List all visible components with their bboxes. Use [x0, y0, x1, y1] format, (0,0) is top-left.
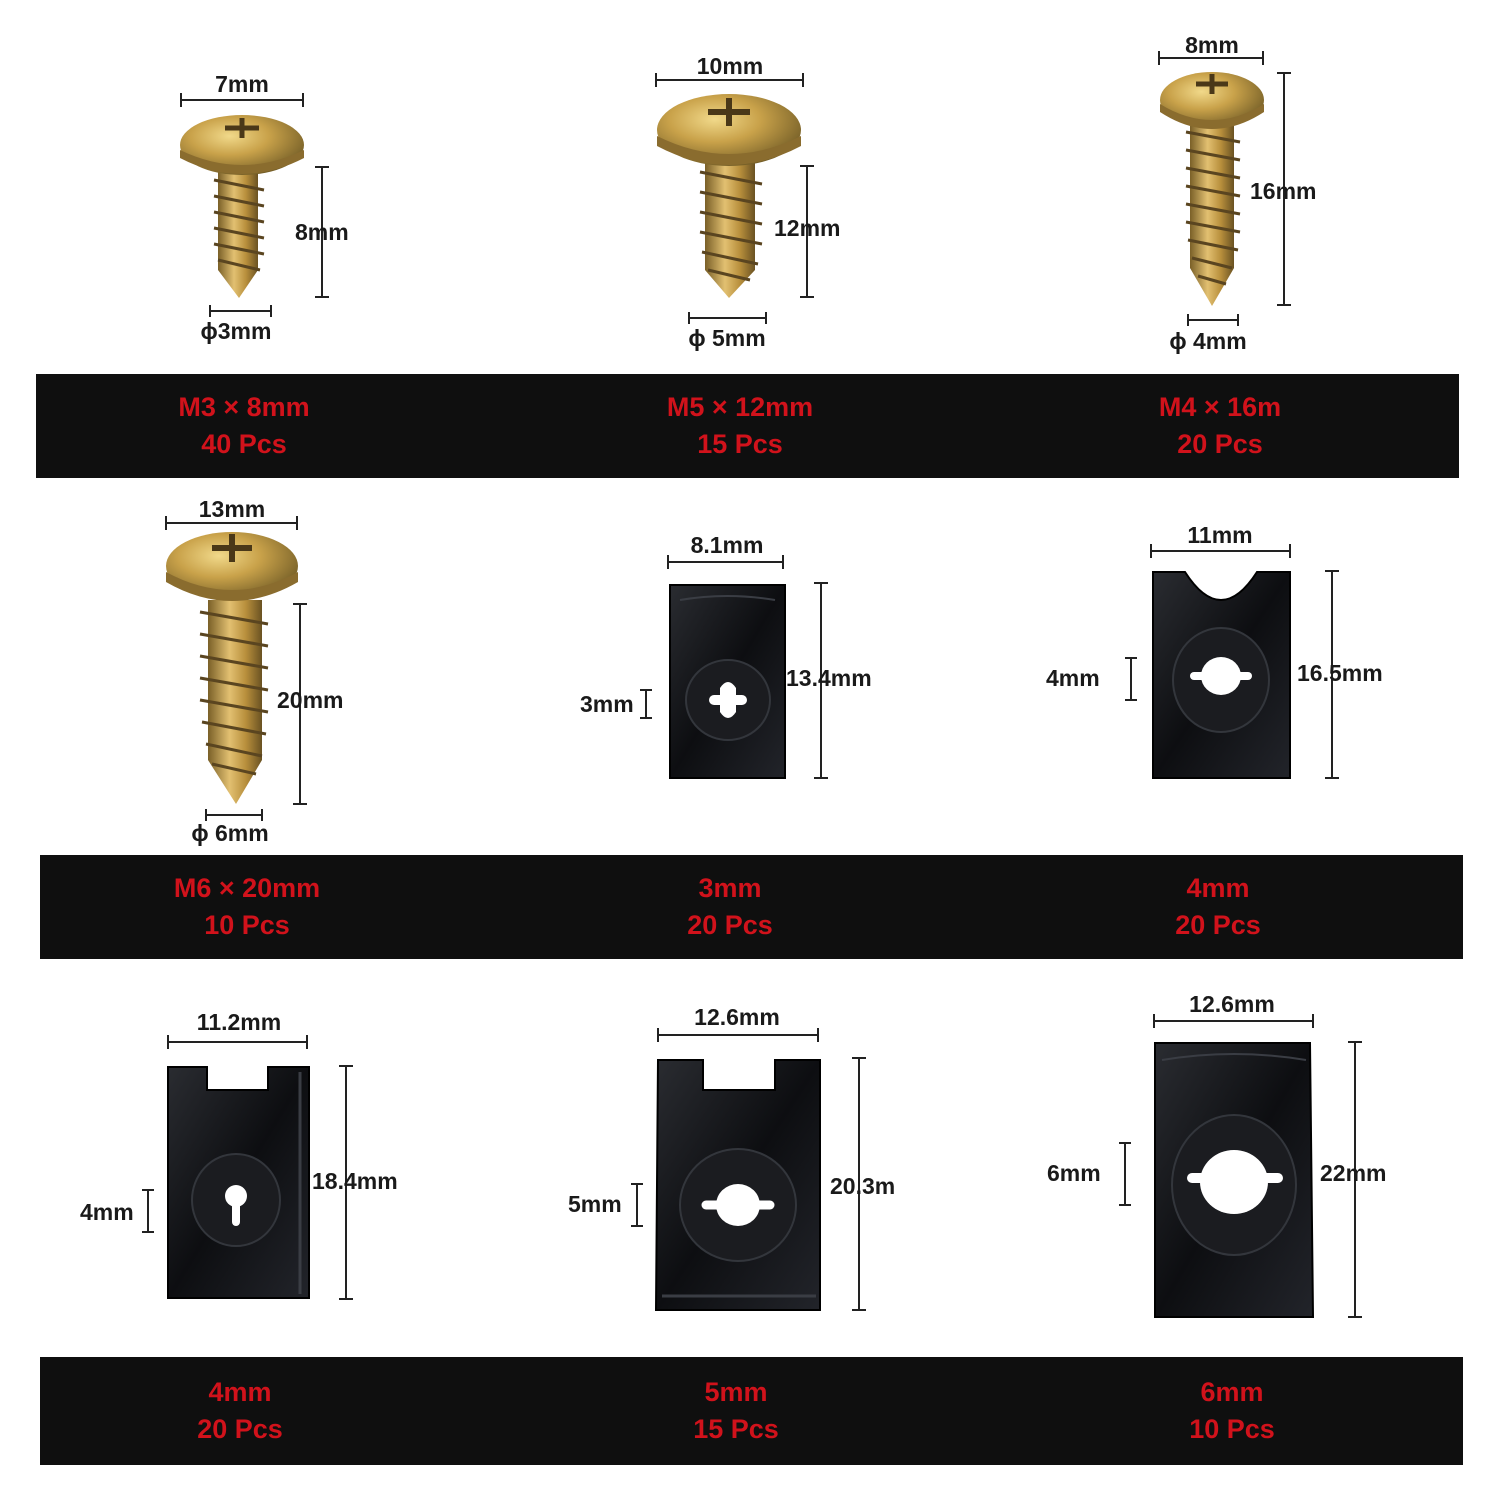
item-quantity: 10 Pcs — [1189, 1414, 1275, 1444]
diameter-dimension: ϕ 4mm — [1169, 328, 1247, 354]
item-name: M5 × 12mm — [666, 392, 814, 422]
item-quantity: 15 Pcs — [693, 1414, 779, 1444]
item-name: M3 × 8mm — [178, 392, 310, 422]
item-quantity: 10 Pcs — [204, 910, 290, 940]
label-band-row-3 — [40, 1357, 1463, 1465]
item-quantity: 40 Pcs — [201, 429, 287, 459]
height-dimension: 20.3m — [830, 1173, 896, 1199]
width-dimension: 12.6mm — [1189, 991, 1275, 1017]
width-dimension: 8.1mm — [690, 532, 764, 558]
height-dimension: 22mm — [1320, 1160, 1387, 1186]
u-clip-nut-icon — [1153, 572, 1290, 778]
width-dimension: 8mm — [1185, 32, 1239, 58]
item-name: M6 × 20mm — [173, 873, 321, 903]
screw-m6x20 — [166, 496, 343, 846]
item-name: 5mm — [704, 1377, 768, 1407]
clip-6mm — [1047, 991, 1386, 1317]
item-name: 6mm — [1200, 1377, 1264, 1407]
screw-m5x12 — [656, 53, 840, 351]
hole-dimension: 3mm — [580, 691, 634, 717]
width-dimension: 11mm — [1187, 522, 1253, 548]
width-dimension: 10mm — [696, 53, 764, 79]
hole-dimension: 4mm — [80, 1199, 134, 1225]
item-quantity: 20 Pcs — [1175, 910, 1261, 940]
width-dimension: 11.2mm — [196, 1009, 282, 1035]
item-quantity: 20 Pcs — [197, 1414, 283, 1444]
width-dimension: 7mm — [215, 71, 269, 97]
label-clip-4mm — [1118, 855, 1318, 959]
item-name: 3mm — [698, 873, 762, 903]
pan-head-screw-icon — [657, 94, 801, 298]
length-dimension: 16mm — [1250, 178, 1317, 204]
u-clip-nut-icon — [168, 1067, 309, 1298]
label-m3x8 — [164, 374, 324, 478]
item-quantity: 20 Pcs — [687, 910, 773, 940]
item-name: M4 × 16m — [1158, 392, 1282, 422]
screw-m3x8 — [180, 71, 349, 344]
clip-4mm — [1046, 522, 1383, 778]
height-dimension: 13.4mm — [786, 665, 872, 691]
clip-5mm — [568, 1004, 895, 1310]
length-dimension: 12mm — [774, 215, 841, 241]
diameter-dimension: ϕ3mm — [200, 318, 272, 344]
item-quantity: 15 Pcs — [697, 429, 783, 459]
pan-head-screw-icon — [166, 532, 298, 804]
diameter-dimension: ϕ 6mm — [191, 820, 269, 846]
label-m5x12 — [640, 374, 840, 478]
width-dimension: 13mm — [198, 496, 266, 522]
length-dimension: 8mm — [295, 219, 349, 245]
label-band-row-1 — [36, 374, 1459, 478]
item-name: 4mm — [208, 1377, 272, 1407]
hole-dimension: 4mm — [1046, 665, 1100, 691]
label-clip-4mm-long — [140, 1357, 340, 1465]
diameter-dimension: ϕ 5mm — [688, 325, 766, 351]
label-band-row-2 — [40, 855, 1463, 959]
item-quantity: 20 Pcs — [1177, 429, 1263, 459]
length-dimension: 20mm — [277, 687, 344, 713]
label-m6x20 — [142, 855, 352, 959]
item-name: 4mm — [1186, 873, 1250, 903]
u-clip-nut-icon — [656, 1060, 820, 1310]
height-dimension: 16.5mm — [1297, 660, 1383, 686]
label-clip-3mm — [630, 855, 830, 959]
label-clip-5mm — [636, 1357, 836, 1465]
screw-m4x16 — [1159, 32, 1316, 354]
width-dimension: 12.6mm — [694, 1004, 780, 1030]
label-m4x16 — [1120, 374, 1320, 478]
clip-3mm — [580, 532, 872, 778]
clip-4mm-long — [80, 1009, 398, 1299]
label-clip-6mm — [1132, 1357, 1332, 1465]
pan-head-screw-icon — [180, 115, 304, 298]
u-clip-nut-icon — [1155, 1043, 1313, 1317]
hole-dimension: 6mm — [1047, 1160, 1101, 1186]
hole-dimension: 5mm — [568, 1191, 622, 1217]
pan-head-screw-icon — [1160, 72, 1264, 306]
u-clip-nut-icon — [670, 585, 785, 778]
height-dimension: 18.4mm — [312, 1168, 398, 1194]
